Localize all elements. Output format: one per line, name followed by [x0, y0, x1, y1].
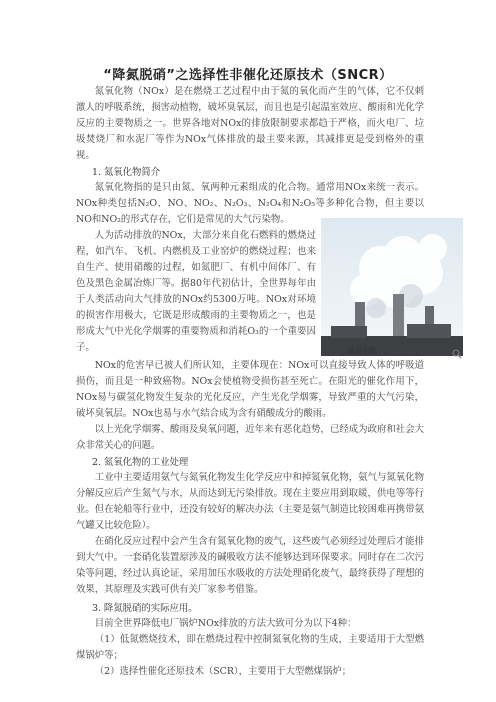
section-1-paragraph-4: 以上光化学烟雾、酸雨及臭氧问题，近年来有恶化趋势，已经成为政府和社会大众非常关心的问题。 — [76, 424, 424, 451]
section-1-heading: 1. 氮氧化物简介 — [92, 167, 161, 178]
section-2-heading: 2. 氮氧化物的工业处理 — [92, 457, 189, 468]
section-3-heading: 3. 降氮脱硝的实际应用。 — [92, 603, 198, 614]
section-2-paragraph-2: 在硝化反应过程中会产生含有氮氧化物的废气，这些废气必须经过处理后才能排到大气中。一套硝化装置原涉及的碱吸收方法不能够达到环保要求。同时存在二次污染等问题，经过认真论证，采用加压水吸收的方法处理硝化废气，最终获得了理想的效果，其原理及实践可供有关厂家参考借鉴。 — [76, 536, 424, 595]
section-1-paragraph-2: 人为活动排放的NOx，大部分来自化石燃料的燃烧过程，如汽车、飞机、内燃机及工业窑炉的燃烧过程；也来自生产、使用硝酸的过程，如氮肥厂、有机中间体厂、有色及黑色金属冶炼厂等。据80年代初估计，全世界每年由于人类活动向大气排放的NOx约5300万吨。NOx对环境的损害作用极大，它既是形成酸雨的主要物质之一，也是形成大气中光化学烟雾的重要物质和消耗O₃的一个重要因子。 — [76, 230, 316, 353]
section-1-paragraph-1: 氮氧化物指的是只由氮、氧两种元素组成的化合物。通常用NOx来统一表示。NOx种类包括N₂O、NO、NO₂、N₂O₃、N₂O₄和N₂O₅等多种化合物，但主要以NO和NO₂的形式存在，它们是常见的大气污染物。 — [76, 182, 424, 225]
nox-smokestack-image — [321, 218, 463, 356]
intro-paragraph: 氮氧化物（NOx）是在燃烧工艺过程中由于氮的氧化而产生的气体，它不仅刺激人的呼吸系统，损害动植物，破坏臭氧层，而且也是引起温室效应、酸雨和光化学反应的主要物质之一。世界各地对NOx的排放限制要求都趋于严格，而火电厂、垃圾焚烧厂和水泥厂等作为NOx气体排放的最主要来源，其减排更是受到格外的重视。 — [76, 86, 424, 161]
section-1-paragraph-3: NOx的危害早已被人们所认知，主要体现在：NOx可以直接导致人体的呼吸道损伤，而且是一种致癌物。NOx会使植物受损伤甚至死亡。在阳光的催化作用下，NOx易与碳氢化物发生复杂的光化反应，产生光化学烟雾，导致严重的大气污染，破坏臭氧层。NOx也易与水气结合成为含有硝酸成分的酸雨。 — [76, 360, 424, 419]
figure-caption: 氮氧化物 — [348, 347, 376, 355]
section-3-list-item-2: （2）选择性催化还原技术（SCR），主要用于大型燃煤锅炉； — [94, 666, 352, 677]
magnifier-icon[interactable] — [452, 344, 462, 354]
section-3-paragraph-1: 目前全世界降低电厂锅炉NOx排放的方法大致可分为以下4种： — [94, 618, 357, 629]
document-title: “降氮脱硝”之选择性非催化还原技术（SNCR） — [103, 68, 393, 83]
section-3-list-item-1: （1）低氮燃烧技术，即在燃烧过程中控制氮氧化物的生成，主要适用于大型燃煤锅炉等； — [76, 634, 424, 661]
section-2-paragraph-1: 工业中主要适用氨气与氮氧化物发生化学反应中和掉氮氧化物，氨气与氮氧化物分解反应后产生氮气与水，从而达到无污染排放。现在主要应用到取暖，供电等等行业。但在轮船等行业中，还没有较好的解决办法（主要是氨气制造比较困难再携带氨气罐又比较危险）。 — [76, 472, 424, 531]
